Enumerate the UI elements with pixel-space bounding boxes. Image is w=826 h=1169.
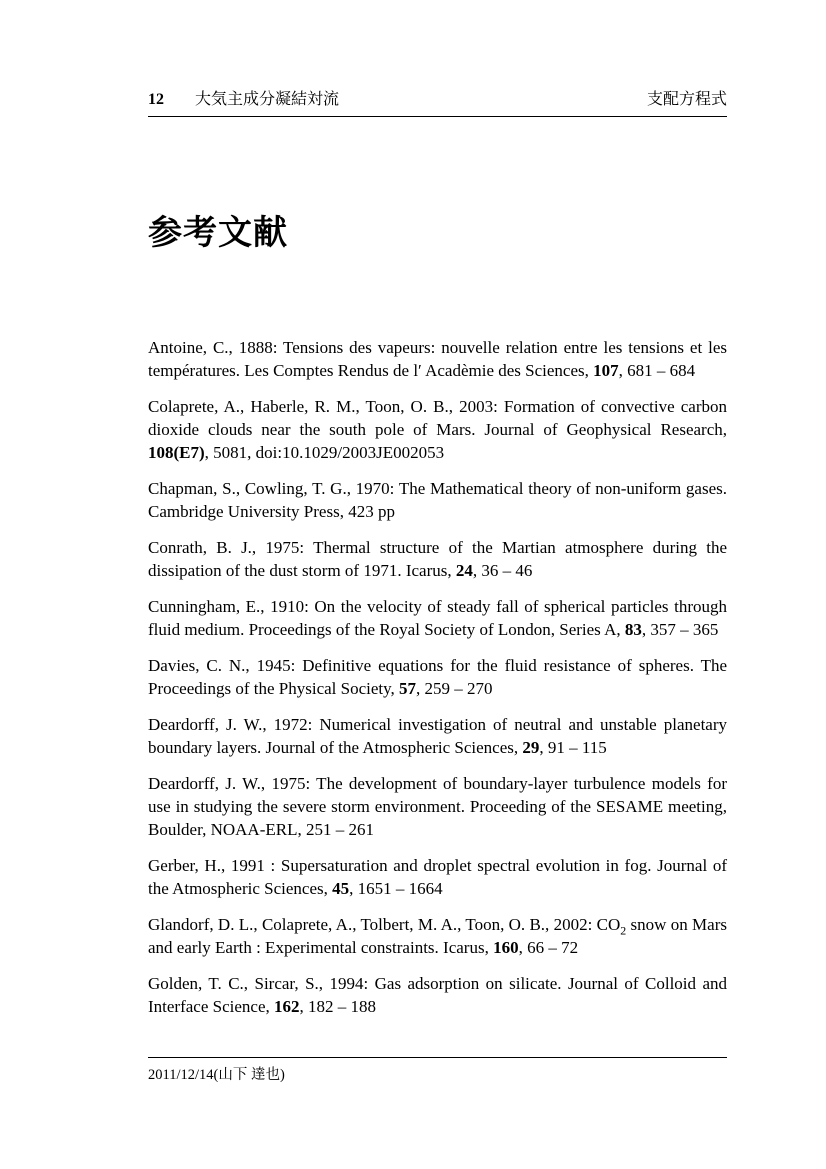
reference-segment: 29 [522, 738, 540, 757]
reference-segment: Golden, T. C., Sircar, S., 1994: Gas adsorption on silicate. Journal of Colloid and Interface Science, [148, 974, 727, 1016]
reference-segment: 107 [593, 361, 619, 380]
reference-segment: , 5081, doi:10.1029/2003JE002053 [204, 443, 445, 462]
reference-segment: Conrath, B. J., 1975: Thermal structure of the Martian atmosphere during the dissipation of the dust storm of 1971. Icarus, [148, 538, 727, 580]
reference-segment: Glandorf, D. L., Colaprete, A., Tolbert, M. A., Toon, O. B., 2002: CO [148, 915, 621, 934]
reference-entry [148, 772, 727, 841]
reference-list [148, 336, 727, 1031]
page-footer [148, 1057, 727, 1084]
reference-segment: , 36 – 46 [472, 561, 533, 580]
page-title: 参考文献 [148, 214, 288, 252]
reference-segment: Deardorff, J. W., 1972: Numerical investigation of neutral and unstable planetary boundary layers. Journal of the Atmospheric Sciences, [148, 715, 727, 757]
header-section-title: 大気主成分凝結対流 [195, 91, 340, 108]
header-left-group [148, 86, 339, 109]
reference-segment: 57 [399, 679, 417, 698]
page-header [148, 86, 727, 117]
footer-date: 2011/12/14(山下 達也) [148, 1067, 285, 1083]
reference-segment: Colaprete, A., Haberle, R. M., Toon, O. B., 2003: Formation of convective carbon dioxide clouds near the south pole of Mars. Journal of Geophysical Research, [148, 397, 727, 439]
reference-segment: 160 [493, 938, 519, 957]
reference-segment: 45 [332, 879, 350, 898]
reference-segment: , 91 – 115 [539, 738, 607, 757]
reference-segment: 162 [274, 997, 300, 1016]
reference-segment: 24 [455, 561, 473, 580]
reference-entry [148, 913, 727, 959]
reference-segment: 83 [624, 620, 642, 639]
reference-entry [148, 972, 727, 1018]
reference-segment: , 681 – 684 [618, 361, 696, 380]
reference-entry [148, 477, 727, 523]
reference-segment: 2 [620, 923, 627, 938]
reference-entry [148, 854, 727, 900]
reference-segment: Antoine, C., 1888: Tensions des vapeurs: nouvelle relation entre les tensions et les températures. Les Comptes Rendus de l′ Acadèmie des Sciences, [148, 338, 727, 380]
reference-segment: Deardorff, J. W., 1975: The development of boundary-layer turbulence models for use in studying the severe storm environment. Proceeding of the SESAME meeting, Boulder, NOAA-ERL, 251 – 261 [148, 774, 727, 839]
header-chapter-title: 支配方程式 [646, 91, 727, 108]
reference-segment: Gerber, H., 1991 : Supersaturation and droplet spectral evolution in fog. Journal of the Atmospheric Sciences, [148, 856, 727, 898]
reference-segment: , 182 – 188 [299, 997, 376, 1016]
reference-entry [148, 654, 727, 700]
reference-segment: , 66 – 72 [518, 938, 579, 957]
reference-segment: , 1651 – 1664 [349, 879, 443, 898]
reference-segment: Cunningham, E., 1910: On the velocity of steady fall of spherical particles through fluid medium. Proceedings of the Royal Society of London, Series A, [148, 597, 727, 639]
reference-segment: 108(E7) [148, 443, 205, 462]
reference-segment: Davies, C. N., 1945: Definitive equations for the fluid resistance of spheres. The Proceedings of the Physical Society, [148, 656, 727, 698]
reference-segment: Chapman, S., Cowling, T. G., 1970: The Mathematical theory of non-uniform gases. Cambridge University Press, 423 pp [148, 479, 727, 521]
reference-segment: , 357 – 365 [641, 620, 719, 639]
page-number: 12 [148, 91, 164, 108]
reference-segment: snow on Mars and early Earth : Experimental constraints. Icarus, [148, 915, 727, 957]
reference-entry [148, 595, 727, 641]
reference-entry [148, 395, 727, 464]
reference-segment: , 259 – 270 [416, 679, 493, 698]
reference-entry [148, 713, 727, 759]
reference-entry [148, 336, 727, 382]
reference-entry [148, 536, 727, 582]
